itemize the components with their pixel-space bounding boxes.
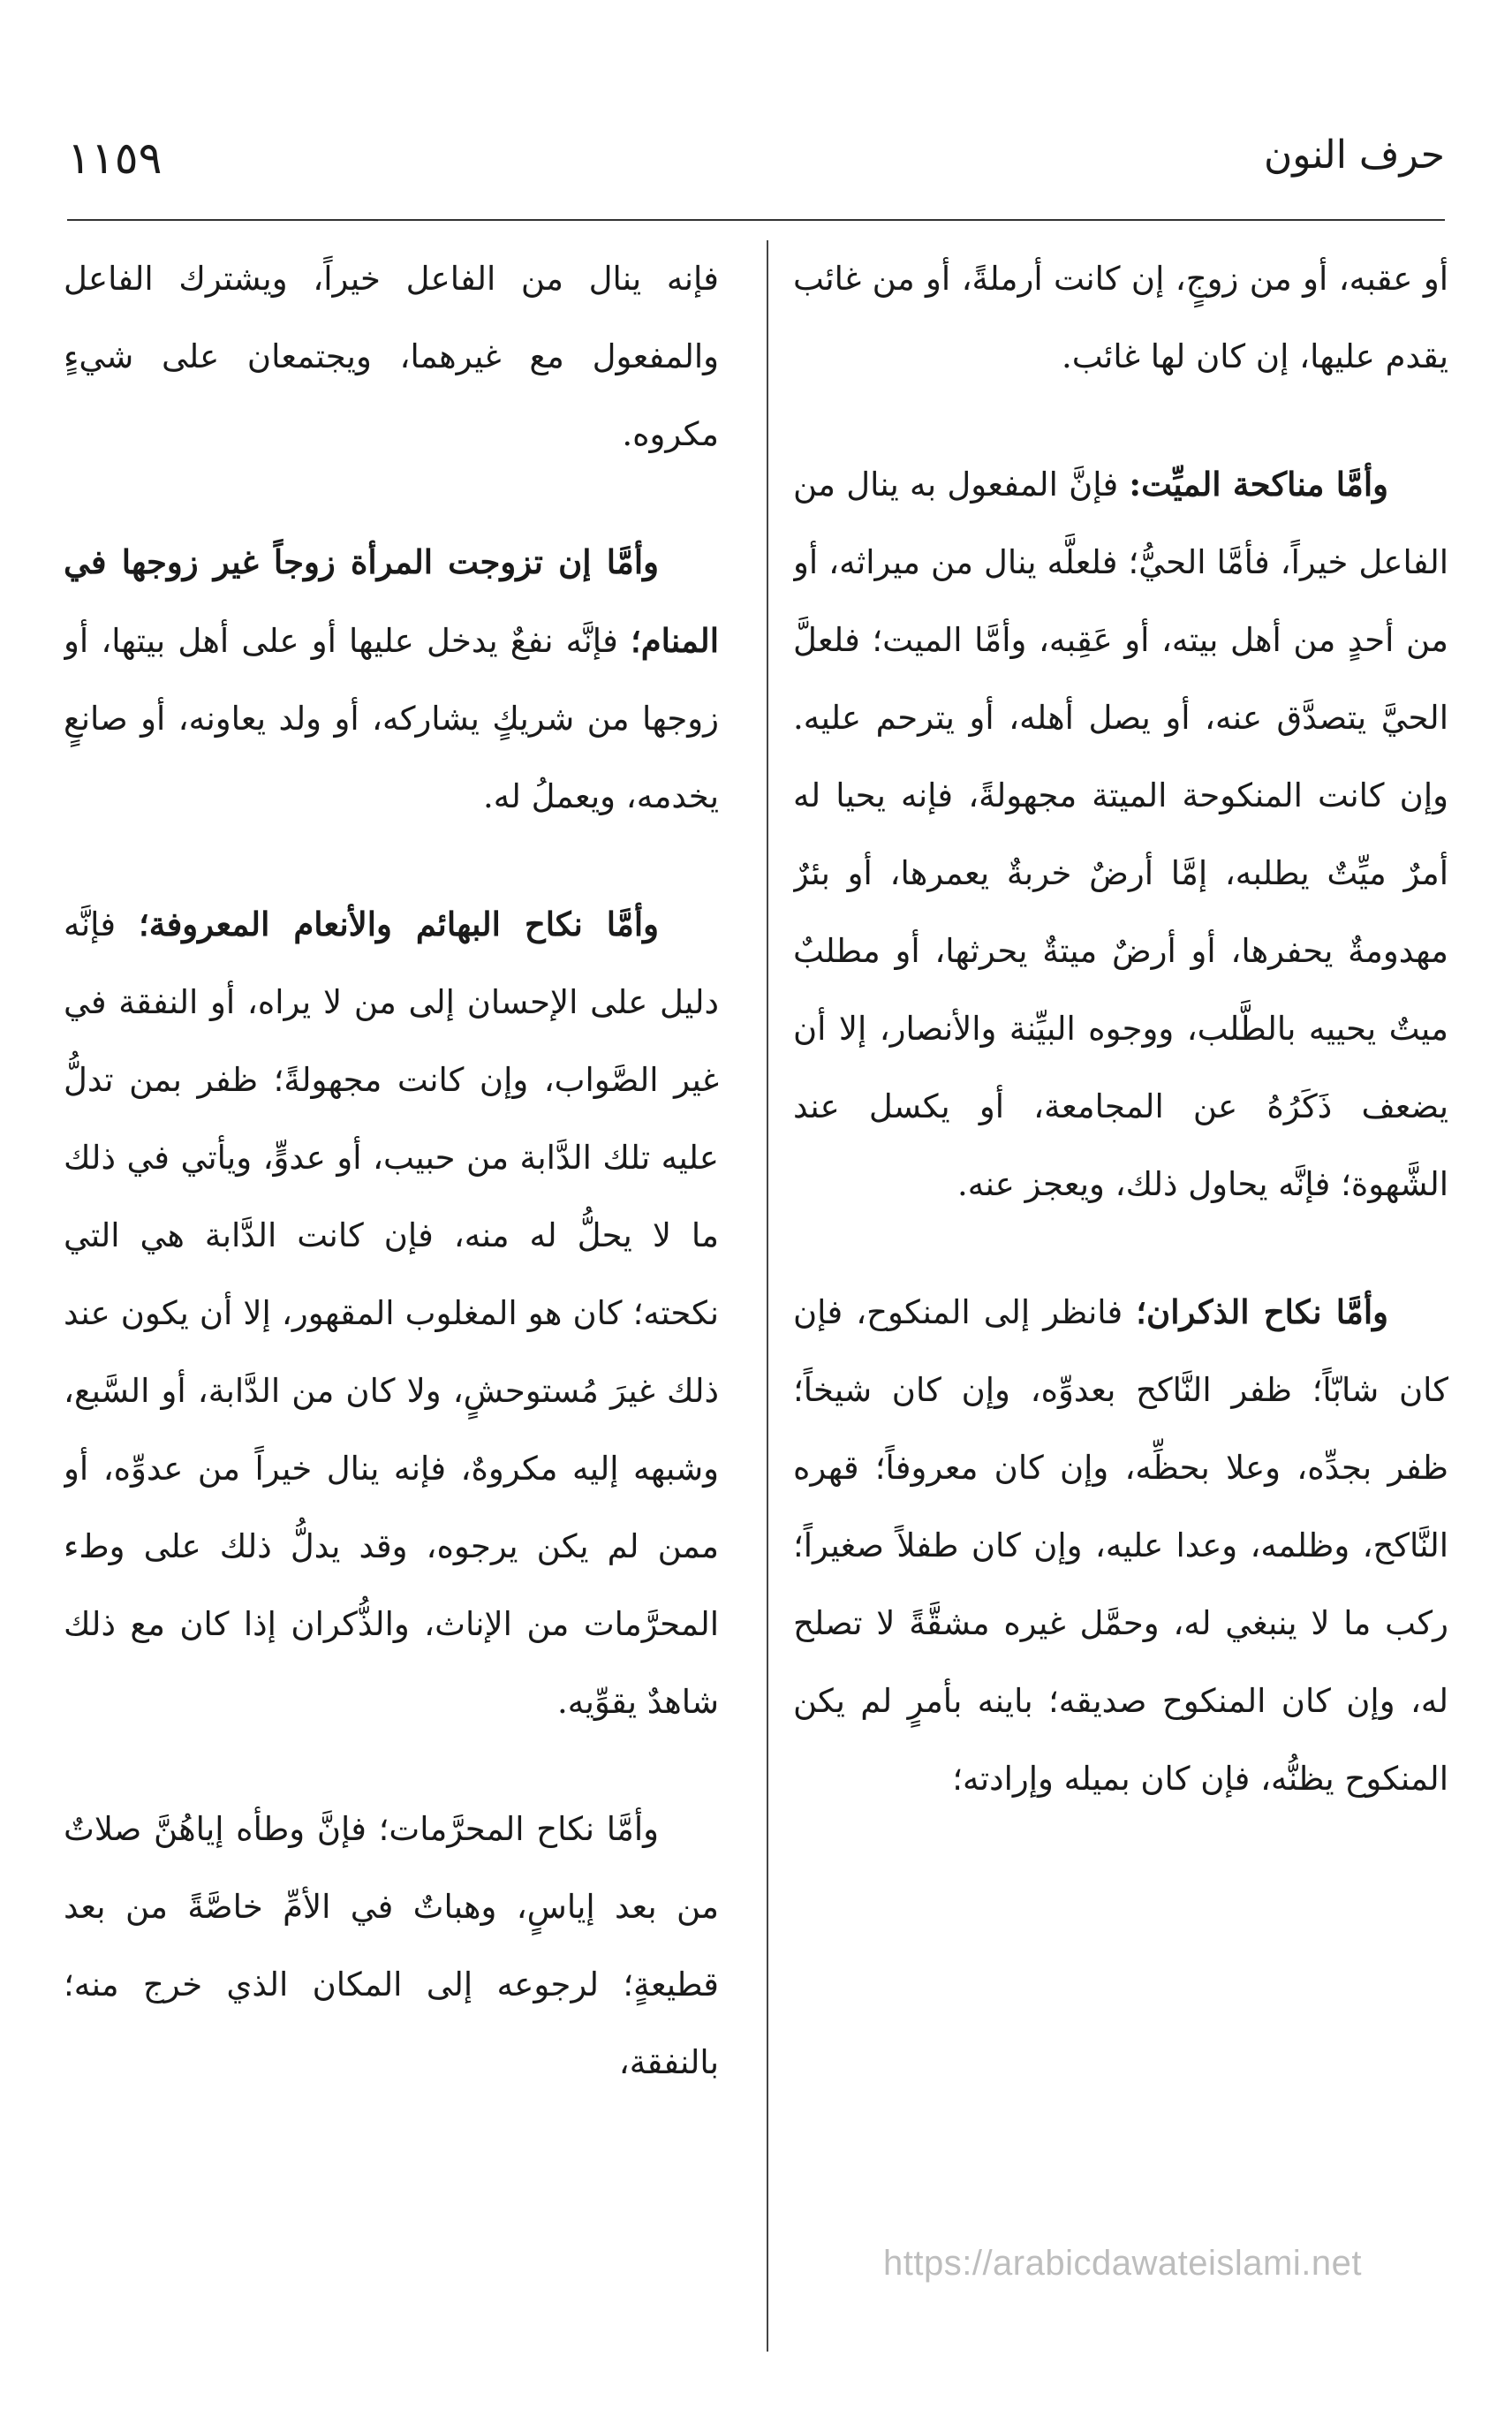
paragraph [64, 885, 719, 1741]
paragraph [64, 240, 719, 473]
paragraph-lead: وأمَّا نكاح البهائم والأنعام المعروفة؛ [138, 905, 660, 943]
paragraph-lead: وأمَّا مناكحة الميِّت: [1129, 465, 1388, 504]
paragraph [64, 1791, 719, 2102]
paragraph [793, 240, 1448, 396]
watermark-url: https://arabicdawateislami.net [883, 2244, 1362, 2283]
page-number: ١١٥٩ [67, 133, 163, 184]
paragraph-text: فإنه ينال من الفاعل خيراً، ويشترك الفاعل والمفعول مع غيرهما، ويجتمعان على شيءٍ مكروه. [64, 260, 719, 453]
right-column [793, 237, 1448, 2357]
chapter-title: حرف النون [1263, 133, 1445, 178]
paragraph [64, 523, 719, 836]
paragraph [793, 445, 1448, 1223]
paragraph-text: فإنَّ المفعول به ينال من الفاعل خيراً، فأمَّا الحيُّ؛ فلعلَّه ينال من ميراثه، أو من أحدٍ من أهل بيته، أو عَقِبه، وأمَّا الميت؛ فلعلَّ الحيَّ يتصدَّق عنه، أو يصل أهله، أو يترحم عليه. وإن كانت المنكوحة الميتة مجهولةً، فإنه يحيا له أمرٌ ميِّتٌ يطلبه، إمَّا أرضٌ خربةٌ يعمرها، أو بئرٌ مهدومةٌ يحفرها، أو أرضٌ ميتةٌ يحرثها، أو مطلبٌ ميتٌ يحييه بالطَّلب، ووجوه البيِّنة والأنصار، إلا أن يضعف ذَكَرُهُ عن المجامعة، أو يكسل عند الشَّهوة؛ فإنَّه يحاول ذلك، ويعجز عنه. [793, 466, 1448, 1203]
left-column [64, 237, 719, 2357]
paragraph [793, 1273, 1448, 1818]
paragraph-text: فإنَّه نفعٌ يدخل عليها أو على أهل بيتها، أو زوجها من شريكٍ يشاركه، أو ولد يعاونه، أو صانعٍ يخدمه، ويعملُ له. [64, 622, 719, 815]
header-divider [67, 219, 1445, 221]
paragraph-text: فانظر إلى المنكوح، فإن كان شابّاً؛ ظفر النَّاكح بعدوِّه، وإن كان شيخاً؛ ظفر بجدِّه، وعلا بحظِّه، وإن كان معروفاً؛ قهره النَّاكح، وظلمه، وعدا عليه، وإن كان طفلاً صغيراً؛ ركب ما لا ينبغي له، وحمَّل غيره مشقَّةً لا تصلح له، وإن كان المنكوح صديقه؛ باينه بأمرٍ لم يكن المنكوح يظنُّه، فإن كان بميله وإرادته؛ [793, 1293, 1448, 1798]
paragraph-lead: وأمَّا إن تزوجت المرأة زوجاً غير زوجها في المنام؛ [64, 542, 719, 660]
column-divider [767, 240, 768, 2352]
paragraph-text: وأمَّا نكاح المحرَّمات؛ فإنَّ وطأه إياهُنَّ صلاتٌ من بعد إياسٍ، وهباتٌ في الأمِّ خاصَّةً من بعد قطيعةٍ؛ لرجوعه إلى المكان الذي خرج منه؛ بالنفقة، [64, 1810, 719, 2081]
paragraph-text: فإنَّه دليل على الإحسان إلى من لا يراه، أو النفقة في غير الصَّواب، وإن كانت مجهولةً؛ ظفر بمن تدلُّ عليه تلك الدَّابة من حبيب، أو عدوٍّ، ويأتي في ذلك ما لا يحلُّ له منه، فإن كانت الدَّابة هي التي نكحته؛ كان هو المغلوب المقهور، إلا أن يكون عند ذلك غيرَ مُستوحشٍ، ولا كان من الدَّابة، أو السَّبع، وشبهه إليه مكروهٌ، فإنه ينال خيراً من عدوِّه، أو ممن لم يكن يرجوه، وقد يدلُّ ذلك على وطء المحرَّمات من الإناث، والذُّكران إذا كان مع ذلك شاهدٌ يقوِّيه. [64, 905, 719, 1721]
paragraph-text: أو عقبه، أو من زوجٍ، إن كانت أرملةً، أو من غائب يقدم عليها، إن كان لها غائب. [793, 260, 1448, 375]
paragraph-lead: وأمَّا نكاح الذكران؛ [1136, 1292, 1389, 1331]
